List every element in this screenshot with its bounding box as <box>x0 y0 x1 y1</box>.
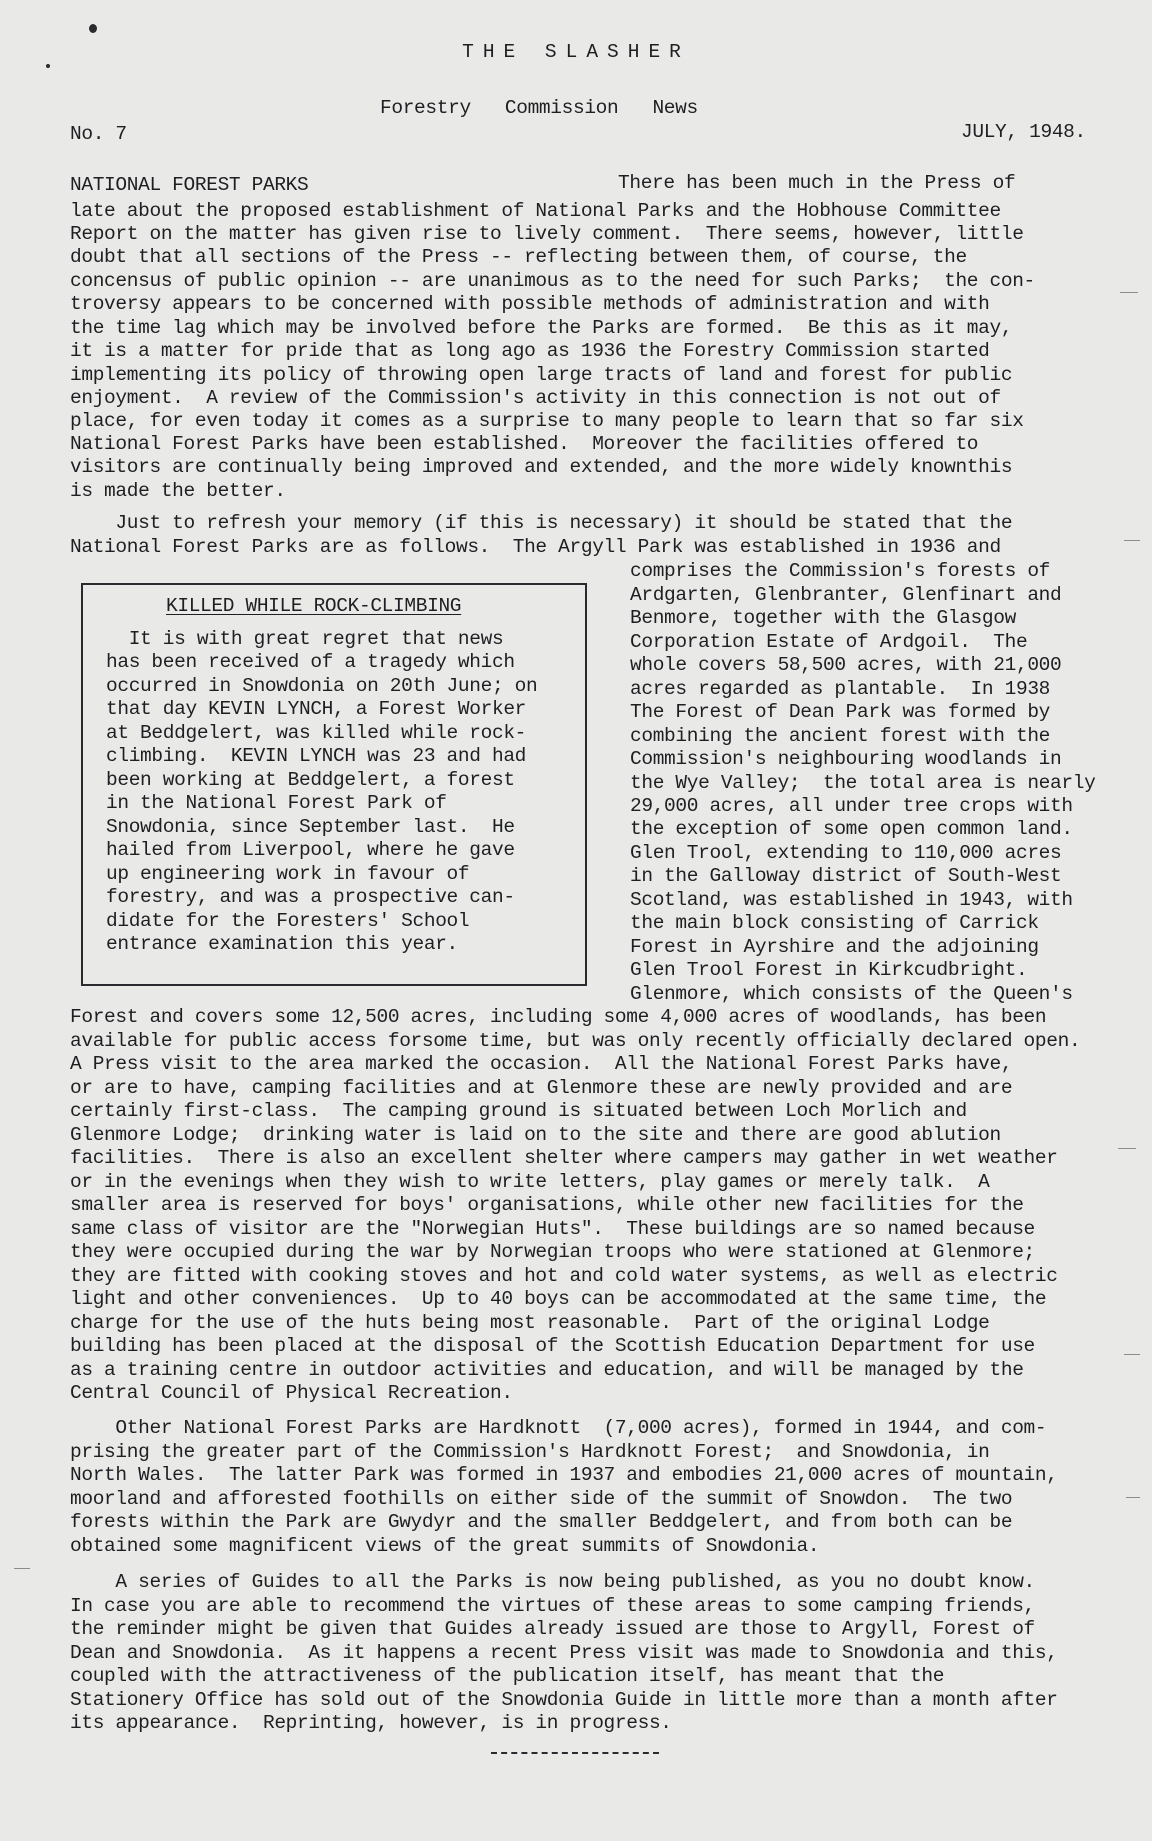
issue-number: No. 7 <box>70 123 127 145</box>
text-line: National Forest Parks are as follows. The Argyll Park was established in 1936 and <box>70 536 1001 558</box>
text-line: There has been much in the Press of <box>618 172 1016 194</box>
text-line: they are fitted with cooking stoves and hot and cold water systems, as well as electric <box>70 1265 1058 1287</box>
notice-line: in the National Forest Park of <box>106 792 447 814</box>
text-line: the time lag which may be involved before the Parks are formed. Be this as it may, <box>70 317 1013 339</box>
text-line: North Wales. The latter Park was formed in 1937 and embodies 21,000 acres of mountain, <box>70 1464 1058 1486</box>
text-line: its appearance. Reprinting, however, is in progress. <box>70 1712 672 1734</box>
text-line: A Press visit to the area marked the occasion. All the National Forest Parks have, <box>70 1053 1013 1075</box>
text-line: Stationery Office has sold out of the Snowdonia Guide in little more than a month after <box>70 1689 1058 1711</box>
text-line: the reminder might be given that Guides already issued are those to Argyll, Forest of <box>70 1618 1035 1640</box>
column-line: 29,000 acres, all under tree crops with <box>630 795 1073 817</box>
column-line: comprises the Commission's forests of <box>630 560 1051 582</box>
notice-line: up engineering work in favour of <box>106 863 470 885</box>
text-line: same class of visitor are the "Norwegian Huts". These buildings are so named because <box>70 1218 1035 1240</box>
newsletter-title: THE SLASHER <box>462 41 690 63</box>
margin-mark <box>1124 1354 1140 1355</box>
text-line: or are to have, camping facilities and at Glenmore these are newly provided and are <box>70 1077 1013 1099</box>
column-line: The Forest of Dean Park was formed by <box>630 701 1051 723</box>
text-line: is made the better. <box>70 480 286 502</box>
text-line: moorland and afforested foothills on either side of the summit of Snowdon. The two <box>70 1488 1013 1510</box>
text-line: obtained some magnificent views of the great summits of Snowdonia. <box>70 1535 820 1557</box>
text-line: as a training centre in outdoor activities and education, and will be managed by the <box>70 1359 1024 1381</box>
margin-mark <box>1120 292 1138 293</box>
text-line: Dean and Snowdonia. As it happens a recent Press visit was made to Snowdonia and this, <box>70 1642 1058 1664</box>
ink-speck <box>89 24 97 33</box>
margin-mark <box>1124 540 1140 541</box>
text-line: Just to refresh your memory (if this is necessary) it should be stated that the <box>70 512 1013 534</box>
notice-line: forestry, and was a prospective can- <box>106 886 515 908</box>
column-line: Glen Trool Forest in Kirkcudbright. <box>630 959 1028 981</box>
text-line: they were occupied during the war by Norwegian troops who were stationed at Glenmore; <box>70 1241 1035 1263</box>
column-line: whole covers 58,500 acres, with 21,000 <box>630 654 1062 676</box>
column-line: Glenmore, which consists of the Queen's <box>630 983 1073 1005</box>
notice-line: climbing. KEVIN LYNCH was 23 and had <box>106 745 527 767</box>
text-line: implementing its policy of throwing open large tracts of land and forest for public <box>70 364 1013 386</box>
column-line: combining the ancient forest with the <box>630 725 1051 747</box>
column-line: Corporation Estate of Ardgoil. The <box>630 631 1028 653</box>
notice-line: that day KEVIN LYNCH, a Forest Worker <box>106 698 527 720</box>
column-line: Glen Trool, extending to 110,000 acres <box>630 842 1062 864</box>
text-line: coupled with the attractiveness of the publication itself, has meant that the <box>70 1665 945 1687</box>
column-line: acres regarded as plantable. In 1938 <box>630 678 1051 700</box>
column-line: Benmore, together with the Glasgow <box>630 607 1016 629</box>
margin-mark <box>14 1568 30 1569</box>
text-line: National Forest Parks have been established. Moreover the facilities offered to <box>70 433 979 455</box>
notice-line: hailed from Liverpool, where he gave <box>106 839 515 861</box>
text-line: it is a matter for pride that as long ago as 1936 the Forestry Commission started <box>70 340 990 362</box>
column-line: Commission's neighbouring woodlands in <box>630 748 1062 770</box>
column-line: Scotland, was established in 1943, with <box>630 889 1073 911</box>
text-line: visitors are continually being improved and extended, and the more widely knownthis <box>70 456 1013 478</box>
column-line: the main block consisting of Carrick <box>630 912 1039 934</box>
text-line: light and other conveniences. Up to 40 boys can be accommodated at the same time, the <box>70 1288 1047 1310</box>
article-heading: NATIONAL FOREST PARKS <box>70 174 309 196</box>
text-line: building has been placed at the disposal of the Scottish Education Department for use <box>70 1335 1035 1357</box>
text-line: charge for the use of the huts being most reasonable. Part of the original Lodge <box>70 1312 990 1334</box>
text-line: prising the greater part of the Commission's Hardknott Forest; and Snowdonia, in <box>70 1441 990 1463</box>
text-line: troversy appears to be concerned with possible methods of administration and with <box>70 293 990 315</box>
column-line: in the Galloway district of South-West <box>630 865 1062 887</box>
text-line: enjoyment. A review of the Commission's activity in this connection is not out of <box>70 387 1001 409</box>
newsletter-subtitle: Forestry Commission News <box>380 97 698 119</box>
column-line: the exception of some open common land. <box>630 818 1073 840</box>
notice-line: has been received of a tragedy which <box>106 651 515 673</box>
issue-date: JULY, 1948. <box>961 121 1086 143</box>
text-line: smaller area is reserved for boys' organisations, while other new facilities for the <box>70 1194 1024 1216</box>
ink-speck <box>46 64 50 68</box>
notice-line: entrance examination this year. <box>106 933 458 955</box>
text-line: available for public access forsome time, but was only recently officially declared open. <box>70 1030 1081 1052</box>
notice-line: Snowdonia, since September last. He <box>106 816 515 838</box>
notice-line: It is with great regret that news <box>106 628 504 650</box>
text-line: Report on the matter has given rise to lively comment. There seems, however, little <box>70 223 1024 245</box>
column-line: Forest in Ayrshire and the adjoining <box>630 936 1039 958</box>
notice-line: occurred in Snowdonia on 20th June; on <box>106 675 538 697</box>
end-rule <box>491 1752 659 1754</box>
text-line: concensus of public opinion -- are unanimous as to the need for such Parks; the con- <box>70 270 1035 292</box>
text-line: certainly first-class. The camping ground is situated between Loch Morlich and <box>70 1100 967 1122</box>
text-line: place, for even today it comes as a surprise to many people to learn that so far six <box>70 410 1024 432</box>
text-line: facilities. There is also an excellent shelter where campers may gather in wet weather <box>70 1147 1058 1169</box>
text-line: In case you are able to recommend the virtues of these areas to some camping friends, <box>70 1595 1035 1617</box>
text-line: forests within the Park are Gwydyr and the smaller Beddgelert, and from both can be <box>70 1511 1013 1533</box>
notice-heading: KILLED WHILE ROCK-CLIMBING <box>166 595 462 617</box>
text-line: or in the evenings when they wish to write letters, play games or merely talk. A <box>70 1171 990 1193</box>
text-line: doubt that all sections of the Press -- reflecting between them, of course, the <box>70 246 967 268</box>
text-line: Forest and covers some 12,500 acres, including some 4,000 acres of woodlands, has been <box>70 1006 1047 1028</box>
text-line: A series of Guides to all the Parks is now being published, as you no doubt know. <box>70 1571 1035 1593</box>
notice-line: been working at Beddgelert, a forest <box>106 769 515 791</box>
text-line: Other National Forest Parks are Hardknott (7,000 acres), formed in 1944, and com- <box>70 1417 1047 1439</box>
notice-line: at Beddgelert, was killed while rock- <box>106 722 527 744</box>
text-line: Central Council of Physical Recreation. <box>70 1382 513 1404</box>
notice-line: didate for the Foresters' School <box>106 910 470 932</box>
text-line: late about the proposed establishment of National Parks and the Hobhouse Committee <box>70 200 1001 222</box>
column-line: the Wye Valley; the total area is nearly <box>630 772 1096 794</box>
text-line: Glenmore Lodge; drinking water is laid on to the site and there are good ablution <box>70 1124 1001 1146</box>
column-line: Ardgarten, Glenbranter, Glenfinart and <box>630 584 1062 606</box>
margin-mark <box>1118 1148 1136 1149</box>
margin-mark <box>1126 1497 1140 1498</box>
